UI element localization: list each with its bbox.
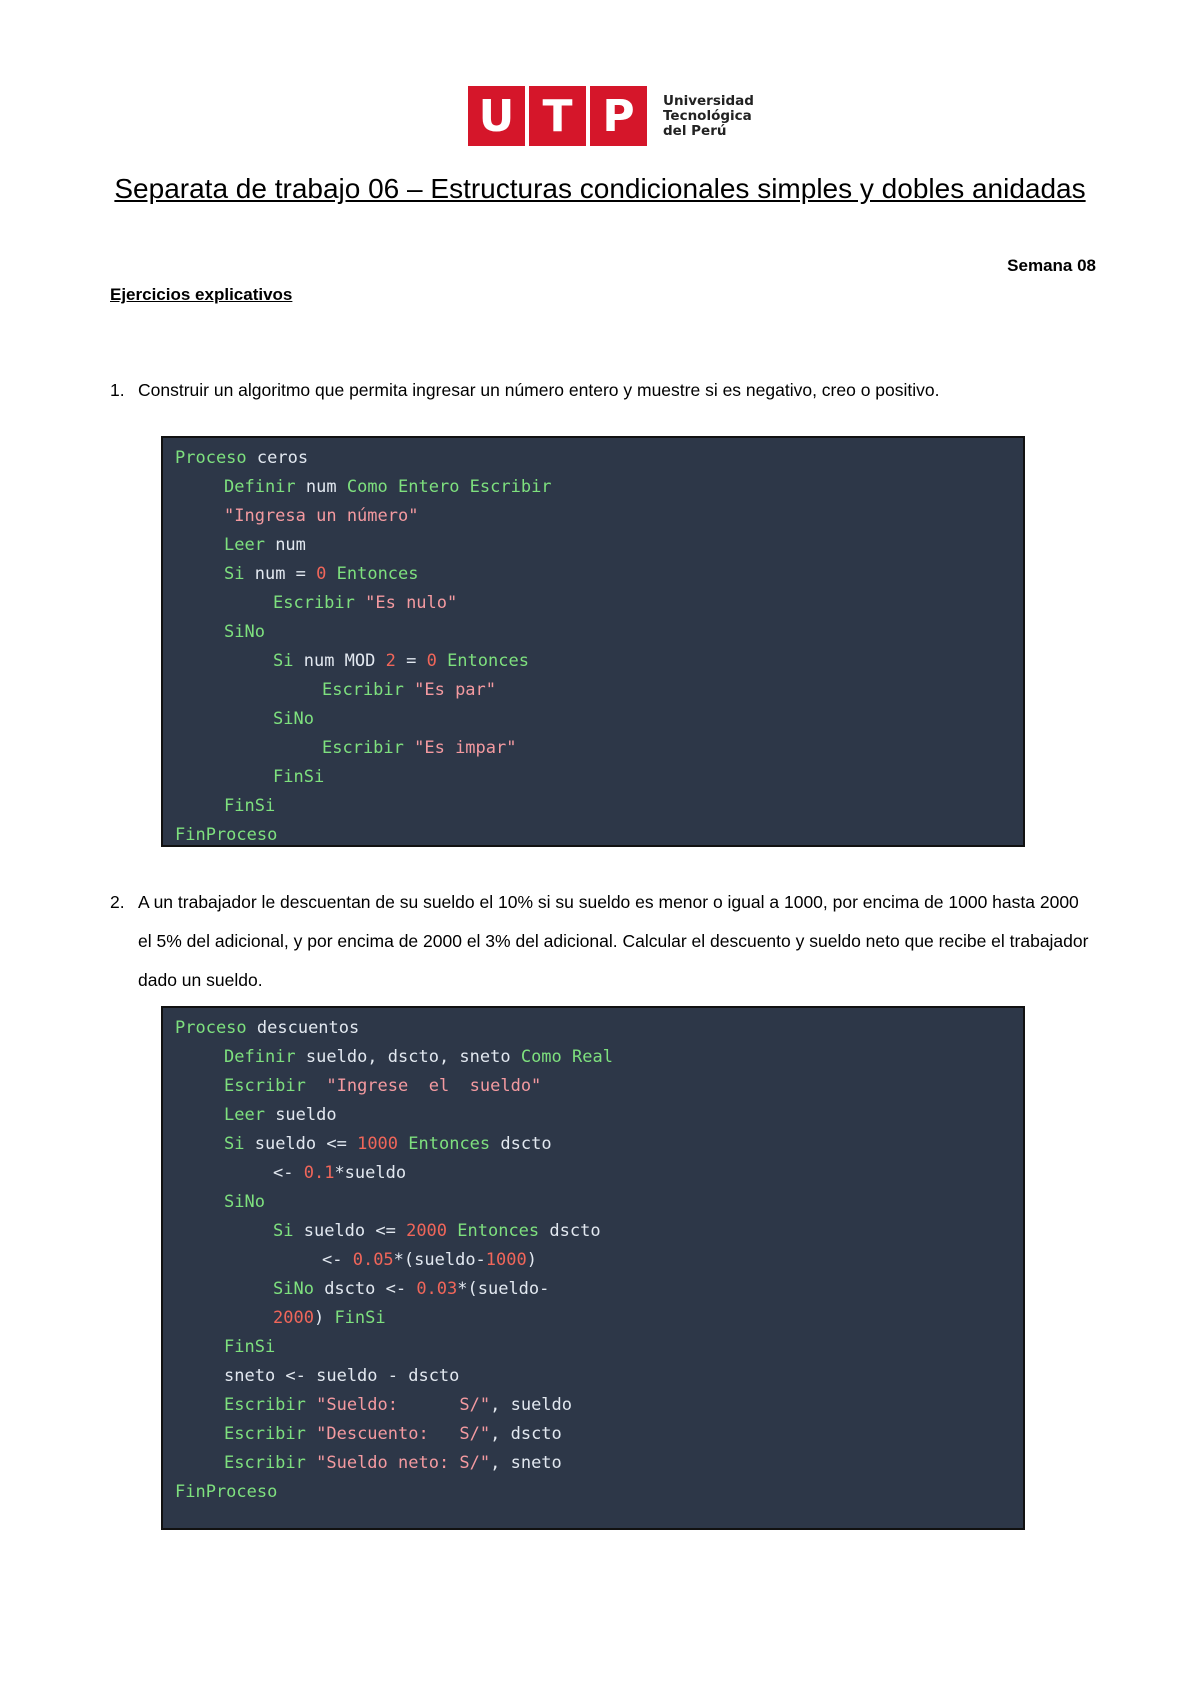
code-token: Proceso: [175, 1018, 247, 1038]
code-token: Escribir: [224, 1453, 306, 1473]
code-token: FinProceso: [175, 1482, 278, 1502]
exercise-number: 2.: [110, 892, 125, 912]
exercise-text: Construir un algoritmo que permita ingresar un número entero y muestre si es negativo, creo o positivo.: [138, 380, 940, 400]
exercise-2: [110, 883, 1090, 1000]
code-token: =: [395, 651, 427, 671]
code-token: Entonces: [326, 564, 419, 584]
code-line: [175, 1478, 1011, 1507]
code-line: [175, 1449, 1011, 1478]
code-token: ): [313, 1308, 335, 1328]
code-token: SiNo: [273, 1279, 314, 1299]
code-line: [175, 1333, 1011, 1362]
code-line: [175, 1391, 1011, 1420]
code-line: [175, 763, 1011, 792]
code-token: , sueldo: [490, 1395, 573, 1415]
code-line: [175, 792, 1011, 821]
code-token: SiNo: [224, 1192, 265, 1212]
code-line: [175, 705, 1011, 734]
code-token: 2: [385, 651, 396, 671]
code-line: [175, 618, 1011, 647]
code-line: [175, 1362, 1011, 1391]
code-token: 0.05: [352, 1250, 394, 1270]
code-token: FinProceso: [175, 825, 278, 845]
code-line: [175, 589, 1011, 618]
code-token: 2000: [406, 1221, 448, 1241]
code-token: Escribir: [224, 1424, 306, 1444]
code-token: Entonces: [398, 1134, 491, 1154]
code-token: "Sueldo: S/": [305, 1395, 491, 1415]
code-token: Definir: [224, 477, 296, 497]
code-line: [175, 473, 1011, 502]
code-token: ceros: [246, 448, 309, 468]
code-line: [175, 1043, 1011, 1072]
code-token: "Ingrese el sueldo": [305, 1076, 542, 1096]
code-token: Escribir: [273, 593, 355, 613]
exercise-text: A un trabajador le descuentan de su sueldo el 10% si su sueldo es menor o igual a 1000, por encima de 1000 hasta 2000 el 5% del adicional, y por encima de 2000 el 3% del adicional. Calcular el descuento y sueldo neto que recibe el trabajador dado un sueldo.: [138, 892, 1089, 990]
code-token: "Es par": [403, 680, 497, 700]
code-token: "Descuento: S/": [305, 1424, 491, 1444]
code-line: [175, 1275, 1011, 1304]
code-token: Si: [273, 1221, 294, 1241]
code-token: SiNo: [273, 709, 314, 729]
code-token: num MOD: [293, 651, 386, 671]
code-line: [175, 647, 1011, 676]
code-token: Leer: [224, 1105, 265, 1125]
code-token: 1000: [485, 1250, 527, 1270]
code-token: descuentos: [246, 1018, 360, 1038]
code-token: Entonces: [436, 651, 529, 671]
code-token: sueldo <=: [293, 1221, 407, 1241]
code-token: "Ingresa un número": [224, 506, 419, 526]
code-line: [175, 734, 1011, 763]
logo-text-line: del Perú: [663, 122, 727, 139]
code-line: [175, 676, 1011, 705]
code-line: [175, 444, 1011, 473]
code-token: num =: [244, 564, 317, 584]
code-token: Si: [273, 651, 294, 671]
code-token: 2000: [273, 1308, 314, 1328]
code-token: <-: [273, 1163, 304, 1183]
code-line: [175, 1014, 1011, 1043]
code-token: sueldo <=: [244, 1134, 358, 1154]
code-token: Entonces: [447, 1221, 540, 1241]
section-heading: Ejercicios explicativos: [110, 285, 293, 304]
code-token: Como Entero Escribir: [346, 477, 552, 497]
code-token: *(sueldo-: [393, 1250, 486, 1270]
code-token: , dscto: [490, 1424, 562, 1444]
code-line: [175, 1188, 1011, 1217]
exercise-1: [110, 371, 1090, 410]
code-token: Como Real: [520, 1047, 613, 1067]
code-token: "Sueldo neto: S/": [305, 1453, 491, 1473]
logo-letter-t: T: [529, 86, 586, 146]
code-line: [175, 1246, 1011, 1275]
code-line: [175, 1101, 1011, 1130]
code-token: num: [264, 535, 306, 555]
code-token: ): [526, 1250, 537, 1270]
code-token: dscto <-: [313, 1279, 417, 1299]
code-line: [175, 560, 1011, 589]
code-token: Si: [224, 1134, 245, 1154]
code-token: Escribir: [322, 680, 404, 700]
utp-logo: [468, 86, 754, 146]
code-token: SiNo: [224, 622, 265, 642]
code-line: [175, 1420, 1011, 1449]
logo-letter-p: P: [590, 86, 647, 146]
code-token: Definir: [224, 1047, 296, 1067]
logo-text: [663, 94, 754, 139]
code-token: Proceso: [175, 448, 247, 468]
code-token: "Es nulo": [354, 593, 458, 613]
code-token: Escribir: [224, 1076, 306, 1096]
code-token: 1000: [357, 1134, 399, 1154]
page-title: Separata de trabajo 06 – Estructuras condicionales simples y dobles anidadas: [114, 173, 1086, 204]
code-line: [175, 531, 1011, 560]
code-line: [175, 1072, 1011, 1101]
code-token: "Es impar": [403, 738, 517, 758]
code-token: FinSi: [224, 796, 276, 816]
code-line: [175, 502, 1011, 531]
logo-text-line: Universidad: [663, 92, 754, 109]
code-token: Escribir: [224, 1395, 306, 1415]
code-token: *sueldo: [334, 1163, 407, 1183]
code-line: [175, 1304, 1011, 1333]
code-token: FinSi: [334, 1308, 386, 1328]
code-token: FinSi: [224, 1337, 276, 1357]
exercise-number: 1.: [110, 380, 125, 400]
code-line: [175, 1130, 1011, 1159]
code-token: FinSi: [273, 767, 325, 787]
code-token: 0: [426, 651, 437, 671]
code-block-1: [161, 436, 1025, 847]
logo-text-line: Tecnológica: [663, 107, 752, 124]
logo-letter-u: U: [468, 86, 525, 146]
code-token: <-: [322, 1250, 353, 1270]
code-token: dscto: [539, 1221, 601, 1241]
code-token: Escribir: [322, 738, 404, 758]
code-token: sueldo: [264, 1105, 337, 1125]
code-token: dscto: [490, 1134, 552, 1154]
code-token: sueldo, dscto, sneto: [295, 1047, 521, 1067]
code-token: *(sueldo-: [457, 1279, 550, 1299]
code-token: 0.03: [416, 1279, 458, 1299]
code-line: [175, 821, 1011, 850]
code-block-2: [161, 1006, 1025, 1530]
code-token: num: [295, 477, 347, 497]
code-token: 0.1: [303, 1163, 335, 1183]
code-line: [175, 1159, 1011, 1188]
week-label: Semana 08: [1007, 256, 1096, 275]
code-token: Si: [224, 564, 245, 584]
code-token: , sneto: [490, 1453, 562, 1473]
code-line: [175, 1217, 1011, 1246]
code-token: 0: [316, 564, 327, 584]
code-token: Leer: [224, 535, 265, 555]
code-token: sneto <- sueldo - dscto: [224, 1366, 460, 1386]
